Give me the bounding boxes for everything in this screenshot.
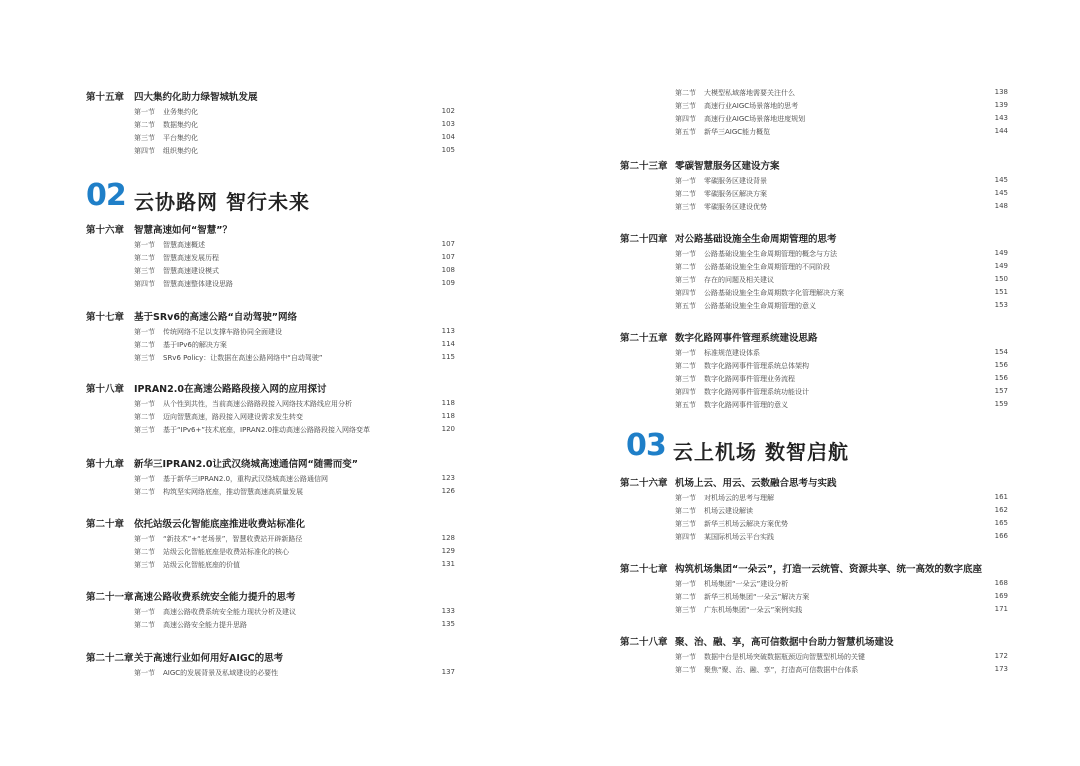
section-number: 第三节 xyxy=(675,520,696,528)
section-title: 基于“IPv6+”技术底座，IPRAN2.0推动高速公路路段接入网络变革 xyxy=(163,426,371,434)
section-number: 第一节 xyxy=(675,494,696,502)
section-page-number: 144 xyxy=(994,127,1008,135)
section-page-number: 150 xyxy=(994,275,1008,283)
section-number: 第一节 xyxy=(675,653,696,661)
section-number: 第三节 xyxy=(134,267,155,275)
chapter-number: 第十五章 xyxy=(86,92,125,103)
section-page-number: 169 xyxy=(994,592,1008,600)
section-number: 第一节 xyxy=(134,608,155,616)
chapter-number: 第二十四章 xyxy=(620,234,668,245)
section-title: 机场云建设解读 xyxy=(704,507,753,515)
section-page-number: 114 xyxy=(441,340,455,348)
chapter-number: 第二十一章 xyxy=(86,592,134,603)
section-title: SRv6 Policy：让数据在高速公路网络中“自动驾驶” xyxy=(163,354,323,362)
section-title: 标准规范建设体系 xyxy=(704,349,760,357)
section-page-number: 165 xyxy=(994,519,1008,527)
chapter-title: 聚、治、融、享，高可信数据中台助力智慧机场建设 xyxy=(675,637,894,648)
section-title: 零碳服务区建设背景 xyxy=(704,177,767,185)
section-number: 第一节 xyxy=(675,250,696,258)
chapter-title: 零碳智慧服务区建设方案 xyxy=(675,161,780,172)
section-title: 数字化路网事件管理业务流程 xyxy=(704,375,795,383)
part-title: 云上机场 数智启航 xyxy=(673,440,849,464)
section-title: 高速公路安全能力提升思路 xyxy=(163,621,247,629)
section-number: 第二节 xyxy=(675,362,696,370)
section-page-number: 123 xyxy=(441,474,455,482)
chapter-number: 第二十七章 xyxy=(620,564,668,575)
section-title: 数据中台是机场突破数据瓶颈迈向智慧型机场的关键 xyxy=(704,653,865,661)
chapter-number: 第十七章 xyxy=(86,312,125,323)
section-page-number: 149 xyxy=(994,262,1008,270)
section-page-number: 166 xyxy=(994,532,1008,540)
section-number: 第四节 xyxy=(675,533,696,541)
section-title: 零碳服务区建设优势 xyxy=(704,203,767,211)
section-title: 新华三机场云解决方案优势 xyxy=(704,520,788,528)
section-page-number: 137 xyxy=(441,668,455,676)
section-page-number: 103 xyxy=(441,120,455,128)
section-title: 从个性到共性，当前高速公路路段接入网络技术路线应用分析 xyxy=(163,400,352,408)
section-page-number: 173 xyxy=(994,665,1008,673)
section-title: 传统网络不足以支撑车路协同全面建设 xyxy=(163,328,282,336)
section-title: AIGC的发展背景及私域建设的必要性 xyxy=(163,669,279,677)
section-title: 数字化路网事件管理的意义 xyxy=(704,401,788,409)
section-number: 第三节 xyxy=(134,134,155,142)
section-page-number: 118 xyxy=(441,412,455,420)
section-number: 第一节 xyxy=(675,580,696,588)
section-title: 迈向智慧高速，路段接入网建设需求发生转变 xyxy=(163,413,303,421)
section-page-number: 104 xyxy=(441,133,455,141)
section-number: 第四节 xyxy=(134,280,155,288)
section-title: 构筑坚实网络底座，推动智慧高速高质量发展 xyxy=(163,488,303,496)
section-page-number: 102 xyxy=(441,107,455,115)
section-page-number: 139 xyxy=(994,101,1008,109)
section-title: 高速行业AIGC场景落地进度规划 xyxy=(704,115,806,123)
section-title: 公路基础设施全生命周期管理的不同阶段 xyxy=(704,263,830,271)
section-page-number: 168 xyxy=(994,579,1008,587)
chapter-number: 第二十六章 xyxy=(620,478,668,489)
section-page-number: 109 xyxy=(441,279,455,287)
section-page-number: 107 xyxy=(441,253,455,261)
part-number: 03 xyxy=(626,428,666,463)
section-page-number: 113 xyxy=(441,327,455,335)
section-title: 聚焦“聚、治、融、享”，打造高可信数据中台体系 xyxy=(704,666,859,674)
section-page-number: 145 xyxy=(994,189,1008,197)
section-page-number: 115 xyxy=(441,353,455,361)
section-number: 第三节 xyxy=(675,606,696,614)
section-number: 第四节 xyxy=(675,388,696,396)
section-title: 数字化路网事件管理系统总体架构 xyxy=(704,362,809,370)
section-title: 数字化路网事件管理系统功能设计 xyxy=(704,388,809,396)
section-title: 基于新华三IPRAN2.0，重构武汉绕城高速公路通信网 xyxy=(163,475,329,483)
section-page-number: 162 xyxy=(994,506,1008,514)
section-number: 第一节 xyxy=(134,475,155,483)
section-title: 基于IPv6的解决方案 xyxy=(163,341,227,349)
section-number: 第一节 xyxy=(134,535,155,543)
section-number: 第二节 xyxy=(134,548,155,556)
section-title: 业务集约化 xyxy=(163,108,198,116)
section-title: 大模型私域落地需要关注什么 xyxy=(704,89,795,97)
chapter-number: 第二十三章 xyxy=(620,161,668,172)
chapter-title: 四大集约化助力绿智城轨发展 xyxy=(134,92,258,103)
section-page-number: 149 xyxy=(994,249,1008,257)
section-page-number: 171 xyxy=(994,605,1008,613)
section-number: 第五节 xyxy=(675,401,696,409)
section-page-number: 148 xyxy=(994,202,1008,210)
section-title: 高速行业AIGC场景落地的思考 xyxy=(704,102,799,110)
section-number: 第一节 xyxy=(134,108,155,116)
section-title: 智慧高速发展历程 xyxy=(163,254,219,262)
chapter-number: 第十九章 xyxy=(86,459,125,470)
section-number: 第二节 xyxy=(675,190,696,198)
chapter-title: 关于高速行业如何用好AIGC的思考 xyxy=(134,653,284,664)
section-page-number: 156 xyxy=(994,361,1008,369)
section-page-number: 161 xyxy=(994,493,1008,501)
section-number: 第五节 xyxy=(675,128,696,136)
chapter-number: 第二十五章 xyxy=(620,333,668,344)
section-page-number: 143 xyxy=(994,114,1008,122)
chapter-title: IPRAN2.0在高速公路路段接入网的应用探讨 xyxy=(134,384,327,395)
section-title: 平台集约化 xyxy=(163,134,198,142)
section-number: 第三节 xyxy=(134,354,155,362)
section-page-number: 133 xyxy=(441,607,455,615)
section-number: 第一节 xyxy=(134,400,155,408)
section-title: 存在的问题及相关建议 xyxy=(704,276,774,284)
section-number: 第一节 xyxy=(134,328,155,336)
section-title: 公路基础设施全生命周期管理的概念与方法 xyxy=(704,250,837,258)
section-number: 第四节 xyxy=(134,147,155,155)
section-page-number: 138 xyxy=(994,88,1008,96)
chapter-number: 第十八章 xyxy=(86,384,125,395)
chapter-title: 新华三IPRAN2.0让武汉绕城高速通信网“随需而变” xyxy=(134,459,358,470)
chapter-number: 第二十章 xyxy=(86,519,125,530)
section-number: 第三节 xyxy=(675,375,696,383)
section-title: “新技术”+“老场景”，智慧收费站开辟新路径 xyxy=(163,535,303,543)
section-page-number: 159 xyxy=(994,400,1008,408)
section-title: 站级云化智能底座是收费站标准化的核心 xyxy=(163,548,289,556)
section-number: 第二节 xyxy=(134,341,155,349)
section-number: 第四节 xyxy=(675,115,696,123)
chapter-number: 第二十二章 xyxy=(86,653,134,664)
section-title: 智慧高速概述 xyxy=(163,241,205,249)
section-title: 对机场云的思考与理解 xyxy=(704,494,774,502)
section-page-number: 107 xyxy=(441,240,455,248)
chapter-title: 智慧高速如何“智慧”？ xyxy=(134,225,232,236)
section-page-number: 145 xyxy=(994,176,1008,184)
section-page-number: 128 xyxy=(441,534,455,542)
chapter-number: 第十六章 xyxy=(86,225,125,236)
section-title: 公路基础设施全生命周期数字化管理解决方案 xyxy=(704,289,844,297)
section-number: 第三节 xyxy=(675,276,696,284)
chapter-title: 基于SRv6的高速公路“自动驾驶”网络 xyxy=(134,312,297,323)
chapter-title: 依托站级云化智能底座推进收费站标准化 xyxy=(134,519,306,530)
section-page-number: 151 xyxy=(994,288,1008,296)
chapter-number: 第二十八章 xyxy=(620,637,668,648)
section-number: 第二节 xyxy=(134,121,155,129)
section-page-number: 126 xyxy=(441,487,455,495)
section-page-number: 120 xyxy=(441,425,455,433)
section-title: 组织集约化 xyxy=(163,147,198,155)
section-title: 广东机场集团“一朵云”案例实践 xyxy=(704,606,803,614)
section-number: 第三节 xyxy=(675,102,696,110)
section-title: 站级云化智能底座的价值 xyxy=(163,561,240,569)
section-number: 第三节 xyxy=(134,561,155,569)
section-title: 公路基础设施全生命周期管理的意义 xyxy=(704,302,816,310)
section-number: 第二节 xyxy=(675,666,696,674)
chapter-title: 对公路基础设施全生命周期管理的思考 xyxy=(675,234,837,245)
section-title: 机场集团“一朵云”建设分析 xyxy=(704,580,789,588)
section-page-number: 135 xyxy=(441,620,455,628)
chapter-title: 构筑机场集团“一朵云”，打造一云统管、资源共享、统一高效的数字底座 xyxy=(675,564,982,575)
section-number: 第二节 xyxy=(675,89,696,97)
section-page-number: 153 xyxy=(994,301,1008,309)
chapter-title: 数字化路网事件管理系统建设思路 xyxy=(675,333,818,344)
section-title: 智慧高速整体建设思路 xyxy=(163,280,233,288)
section-number: 第一节 xyxy=(134,241,155,249)
section-page-number: 105 xyxy=(441,146,455,154)
part-title: 云协路网 智行未来 xyxy=(134,190,310,214)
section-number: 第一节 xyxy=(134,669,155,677)
section-number: 第二节 xyxy=(134,254,155,262)
chapter-title: 高速公路收费系统安全能力提升的思考 xyxy=(134,592,296,603)
section-number: 第二节 xyxy=(675,263,696,271)
section-title: 高速公路收费系统安全能力现状分析及建议 xyxy=(163,608,296,616)
section-number: 第三节 xyxy=(675,203,696,211)
section-number: 第二节 xyxy=(675,593,696,601)
section-number: 第一节 xyxy=(675,177,696,185)
section-page-number: 157 xyxy=(994,387,1008,395)
section-page-number: 129 xyxy=(441,547,455,555)
section-page-number: 118 xyxy=(441,399,455,407)
section-page-number: 156 xyxy=(994,374,1008,382)
section-page-number: 108 xyxy=(441,266,455,274)
section-title: 新华三机场集团“一朵云”解决方案 xyxy=(704,593,810,601)
section-number: 第五节 xyxy=(675,302,696,310)
section-number: 第三节 xyxy=(134,426,155,434)
part-number: 02 xyxy=(86,178,126,213)
section-number: 第二节 xyxy=(675,507,696,515)
section-page-number: 172 xyxy=(994,652,1008,660)
section-title: 新华三AIGC能力概览 xyxy=(704,128,771,136)
section-title: 数据集约化 xyxy=(163,121,198,129)
chapter-title: 机场上云、用云、云数融合思考与实践 xyxy=(675,478,837,489)
section-page-number: 131 xyxy=(441,560,455,568)
section-page-number: 154 xyxy=(994,348,1008,356)
section-number: 第一节 xyxy=(675,349,696,357)
section-number: 第二节 xyxy=(134,413,155,421)
section-title: 零碳服务区解决方案 xyxy=(704,190,767,198)
section-number: 第四节 xyxy=(675,289,696,297)
section-title: 智慧高速建设模式 xyxy=(163,267,219,275)
section-number: 第二节 xyxy=(134,621,155,629)
section-title: 某国际机场云平台实践 xyxy=(704,533,774,541)
section-number: 第二节 xyxy=(134,488,155,496)
